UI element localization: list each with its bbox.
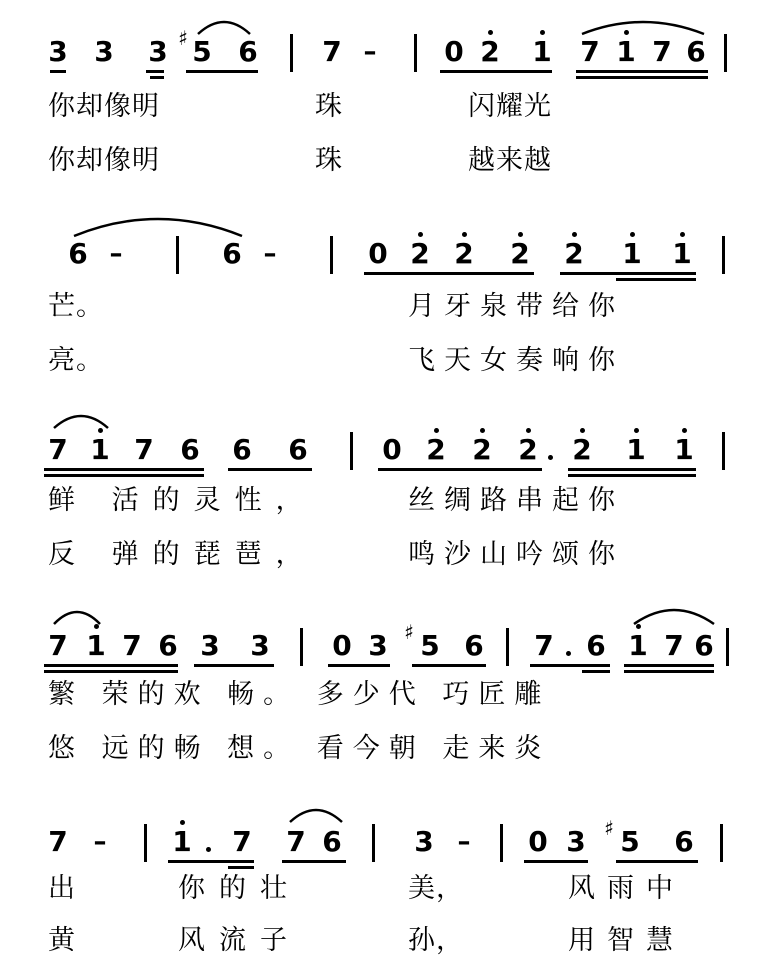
slur-mark <box>632 604 716 626</box>
lyric-line-1a: 珠 <box>315 91 343 122</box>
note: 1 <box>622 237 642 270</box>
note: 6 <box>464 629 484 662</box>
underline-beam <box>282 860 346 863</box>
underline-beam <box>616 860 698 863</box>
octave-dot <box>580 428 585 433</box>
score-system-2 <box>0 212 768 392</box>
note: 1 <box>172 825 192 858</box>
bar-line <box>300 628 303 666</box>
underline-beam <box>576 76 708 79</box>
underline-beam <box>530 664 610 667</box>
lyric-line-5b: 黄 <box>48 925 76 956</box>
note: 6 <box>232 433 252 466</box>
note: 6 <box>68 237 88 270</box>
score-system-3 <box>0 408 768 588</box>
underline-beam <box>616 278 696 281</box>
underline-beam <box>328 664 390 667</box>
note: 3 <box>148 35 168 68</box>
lyric-line-2b: 飞天女奏响你 <box>408 345 624 376</box>
note: 2 <box>454 237 474 270</box>
bar-line <box>330 236 333 274</box>
sharp-sign: ♯ <box>178 26 188 50</box>
note: 0 <box>368 237 388 270</box>
note: 1 <box>532 35 552 68</box>
lyric-line-1b: 越来越 <box>468 145 552 176</box>
note: 2 <box>572 433 592 466</box>
octave-dot <box>680 232 685 237</box>
lyric-line-5b: 用智慧 <box>568 925 685 956</box>
lyric-line-1a: 你却像明 <box>48 91 160 122</box>
note: 6 <box>238 35 258 68</box>
lyric-line-5b: 孙， <box>408 925 464 956</box>
underline-beam <box>624 670 714 673</box>
note: 6 <box>222 237 242 270</box>
note: 0 <box>332 629 352 662</box>
bar-line <box>500 824 503 862</box>
octave-dot <box>572 232 577 237</box>
note: 1 <box>674 433 694 466</box>
note: 2 <box>518 433 538 466</box>
note: 2 <box>472 433 492 466</box>
lyric-line-1a: 闪耀光 <box>468 91 552 122</box>
lyric-line-5b: 风流子 <box>178 925 301 956</box>
note: 6 <box>586 629 606 662</box>
lyric-line-2a: 月牙泉带给你 <box>408 291 624 322</box>
note: 6 <box>694 629 714 662</box>
underline-beam <box>228 468 312 471</box>
note: 2 <box>426 433 446 466</box>
note: 7 <box>286 825 306 858</box>
note: 7 <box>48 825 68 858</box>
lyric-line-5a: 出 <box>48 873 76 904</box>
bar-line <box>350 432 353 470</box>
lyric-line-2a: 芒。 <box>48 291 104 322</box>
tie-mark <box>72 212 244 238</box>
note: 5 <box>420 629 440 662</box>
note: 7 <box>134 433 154 466</box>
octave-dot <box>434 428 439 433</box>
note: 7 <box>48 629 68 662</box>
slur-mark <box>580 16 706 36</box>
underline-beam <box>146 70 164 73</box>
note: 3 <box>94 35 114 68</box>
bar-line <box>290 34 293 72</box>
dash-hold: – <box>109 239 123 269</box>
octave-dot <box>526 428 531 433</box>
lyric-line-3b: 反 弹的琵琶， <box>48 539 317 570</box>
underline-beam <box>44 664 178 667</box>
underline-beam <box>50 70 66 73</box>
bar-line <box>722 432 725 470</box>
lyric-line-3b: 鸣沙山吟颂你 <box>408 539 624 570</box>
notation-row-2 <box>0 212 768 278</box>
underline-beam <box>186 70 258 73</box>
octave-dot <box>180 820 185 825</box>
note: 7 <box>122 629 142 662</box>
score-system-5 <box>0 800 768 969</box>
lyric-line-5a: 美， <box>408 873 464 904</box>
note: 5 <box>620 825 640 858</box>
bar-line <box>726 628 729 666</box>
octave-dot <box>518 232 523 237</box>
underline-beam <box>44 474 204 477</box>
underline-beam <box>440 70 552 73</box>
note: 0 <box>528 825 548 858</box>
lyric-line-5a: 你的壮 <box>178 873 301 904</box>
underline-beam <box>168 860 254 863</box>
note: 6 <box>180 433 200 466</box>
note: 7 <box>232 825 252 858</box>
dash-hold: – <box>457 827 471 857</box>
slur-mark <box>196 16 252 36</box>
underline-beam <box>524 860 588 863</box>
underline-beam <box>228 866 254 869</box>
bar-line <box>506 628 509 666</box>
notation-row-3 <box>0 408 768 474</box>
note: 0 <box>444 35 464 68</box>
bar-line <box>144 824 147 862</box>
bar-line <box>414 34 417 72</box>
note: 7 <box>580 35 600 68</box>
underline-beam <box>568 474 696 477</box>
note: 5 <box>192 35 212 68</box>
note: 3 <box>200 629 220 662</box>
dash-hold: – <box>363 37 377 67</box>
score-system-1 <box>0 10 768 190</box>
underline-beam <box>44 670 178 673</box>
sharp-sign: ♯ <box>404 620 414 644</box>
augmentation-dot <box>548 455 553 460</box>
bar-line <box>720 824 723 862</box>
note: 7 <box>664 629 684 662</box>
notation-row-1 <box>0 10 768 76</box>
underline-beam <box>576 70 708 73</box>
note: 2 <box>410 237 430 270</box>
note: 6 <box>288 433 308 466</box>
lyric-line-1b: 你却像明 <box>48 145 160 176</box>
lyric-line-3a: 鲜 活的灵性， <box>48 485 317 516</box>
lyric-line-4a: 繁 荣的欢 畅。 多少代 巧匠雕 <box>48 679 551 710</box>
augmentation-dot <box>206 847 211 852</box>
bar-line <box>176 236 179 274</box>
note: 6 <box>686 35 706 68</box>
underline-beam <box>378 468 542 471</box>
octave-dot <box>540 30 545 35</box>
bar-line <box>372 824 375 862</box>
note: 7 <box>652 35 672 68</box>
note: 7 <box>534 629 554 662</box>
note: 6 <box>674 825 694 858</box>
note: 1 <box>672 237 692 270</box>
sharp-sign: ♯ <box>604 816 614 840</box>
octave-dot <box>488 30 493 35</box>
octave-dot <box>634 428 639 433</box>
slur-mark <box>52 606 102 626</box>
octave-dot <box>682 428 687 433</box>
dash-hold: – <box>263 239 277 269</box>
dash-hold: – <box>93 827 107 857</box>
underline-beam <box>560 272 696 275</box>
note: 3 <box>48 35 68 68</box>
notation-row-4 <box>0 604 768 670</box>
note: 1 <box>628 629 648 662</box>
note: 1 <box>90 433 110 466</box>
underline-beam <box>150 76 164 79</box>
note: 1 <box>86 629 106 662</box>
underline-beam <box>624 664 714 667</box>
underline-beam <box>194 664 274 667</box>
note: 3 <box>368 629 388 662</box>
octave-dot <box>630 232 635 237</box>
note: 3 <box>250 629 270 662</box>
note: 2 <box>480 35 500 68</box>
note: 6 <box>322 825 342 858</box>
octave-dot <box>462 232 467 237</box>
note: 1 <box>616 35 636 68</box>
lyric-line-5a: 风雨中 <box>568 873 685 904</box>
score-system-4 <box>0 604 768 784</box>
note: 6 <box>158 629 178 662</box>
underline-beam <box>568 468 696 471</box>
underline-beam <box>412 664 486 667</box>
lyric-line-4b: 悠 远的畅 想。 看今朝 走来炎 <box>48 733 551 764</box>
slur-mark <box>288 804 344 824</box>
note: 1 <box>626 433 646 466</box>
underline-beam <box>582 670 610 673</box>
lyric-line-3a: 丝绸路串起你 <box>408 485 624 516</box>
bar-line <box>722 236 725 274</box>
note: 2 <box>510 237 530 270</box>
note: 7 <box>322 35 342 68</box>
slur-mark <box>52 410 110 430</box>
note: 3 <box>566 825 586 858</box>
underline-beam <box>364 272 534 275</box>
augmentation-dot <box>566 651 571 656</box>
note: 0 <box>382 433 402 466</box>
octave-dot <box>480 428 485 433</box>
note: 3 <box>414 825 434 858</box>
note: 2 <box>564 237 584 270</box>
underline-beam <box>44 468 204 471</box>
octave-dot <box>418 232 423 237</box>
lyric-line-2b: 亮。 <box>48 345 104 376</box>
lyric-line-1b: 珠 <box>315 145 343 176</box>
notation-row-5 <box>0 800 768 866</box>
bar-line <box>724 34 727 72</box>
note: 7 <box>48 433 68 466</box>
